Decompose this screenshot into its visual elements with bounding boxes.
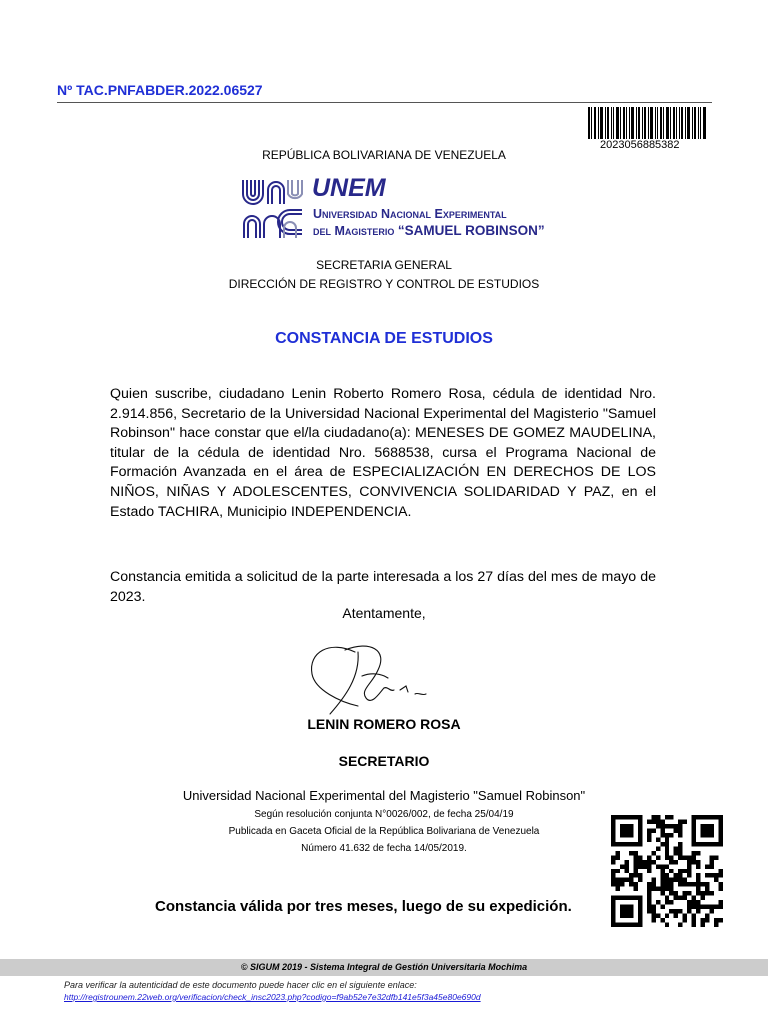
- logo-magisterio-line: [313, 223, 545, 238]
- logo-title: UNEM: [312, 174, 386, 202]
- logo-magisterio-prefix: del Magisterio: [313, 224, 398, 238]
- logo-samuel-robinson: “SAMUEL ROBINSON”: [397, 223, 545, 238]
- document-number: Nº TAC.PNFABDER.2022.06527: [57, 82, 263, 98]
- body-paragraph: Quien suscribe, ciudadano Lenin Roberto Romero Rosa, cédula de identidad Nro. 2.914.856, Secretario de la Universidad Nacional Experimental del Magisterio "Samuel Robinson" hace constar que el/la ciudadano(a): MENESES DE GOMEZ MAUDELINA, titular de la cédula de identidad Nro. 5688538, cursa el Programa Nacional de Formación Avanzada en el área de ESPECIALIZACIÓN EN DERECHOS DE LOS NIÑOS, NIÑAS Y ADOLESCENTES, CONVIVENCIA SOLIDARIDAD Y PAZ, en el Estado TACHIRA, Municipio INDEPENDENCIA.: [110, 386, 656, 520]
- verification-link[interactable]: http://registrounem.22web.org/verificacion/check_insc2023.php?codigo=f9ab52e7e32dfb141e5f3a45e80e690d: [64, 992, 481, 1002]
- unem-logo-mark: [240, 174, 306, 242]
- signatory-role: SECRETARIO: [338, 753, 430, 769]
- republic-heading: REPÚBLICA BOLIVARIANA DE VENEZUELA: [262, 148, 506, 162]
- verification-note: Para verificar la autenticidad de este documento puede hacer clic en el siguiente enlace:: [64, 980, 417, 990]
- barcode-number: 2023056885382: [600, 139, 680, 151]
- handwritten-signature: [300, 632, 470, 722]
- header-divider: [57, 102, 712, 103]
- closing-salutation: Atentamente,: [342, 605, 426, 621]
- gazette-line: Publicada en Gaceta Oficial de la República Bolivariana de Venezuela: [228, 826, 540, 837]
- resolution-line: Según resolución conjunta N°0026/002, de fecha 25/04/19: [254, 809, 514, 820]
- unem-logo: [240, 174, 550, 242]
- emission-paragraph: Constancia emitida a solicitud de la parte interesada a los 27 días del mes de mayo de 2023.: [110, 569, 656, 605]
- footer-system-bar: © SIGUM 2019 - Sistema Integral de Gestión Universitaria Mochima: [0, 959, 768, 976]
- signatory-name: LENIN ROMERO ROSA: [307, 716, 461, 732]
- document-title: CONSTANCIA DE ESTUDIOS: [275, 330, 493, 347]
- secretaria-general: SECRETARIA GENERAL: [316, 258, 452, 272]
- university-name: Universidad Nacional Experimental del Magisterio "Samuel Robinson": [182, 788, 586, 803]
- direccion-registro: DIRECCIÓN DE REGISTRO Y CONTROL DE ESTUDIOS: [228, 277, 540, 291]
- barcode: [588, 107, 706, 139]
- qr-code[interactable]: [611, 812, 723, 930]
- logo-university-line: Universidad Nacional Experimental: [313, 207, 507, 221]
- gazette-number-line: Número 41.632 de fecha 14/05/2019.: [301, 843, 467, 854]
- validity-notice: Constancia válida por tres meses, luego de su expedición.: [155, 898, 572, 915]
